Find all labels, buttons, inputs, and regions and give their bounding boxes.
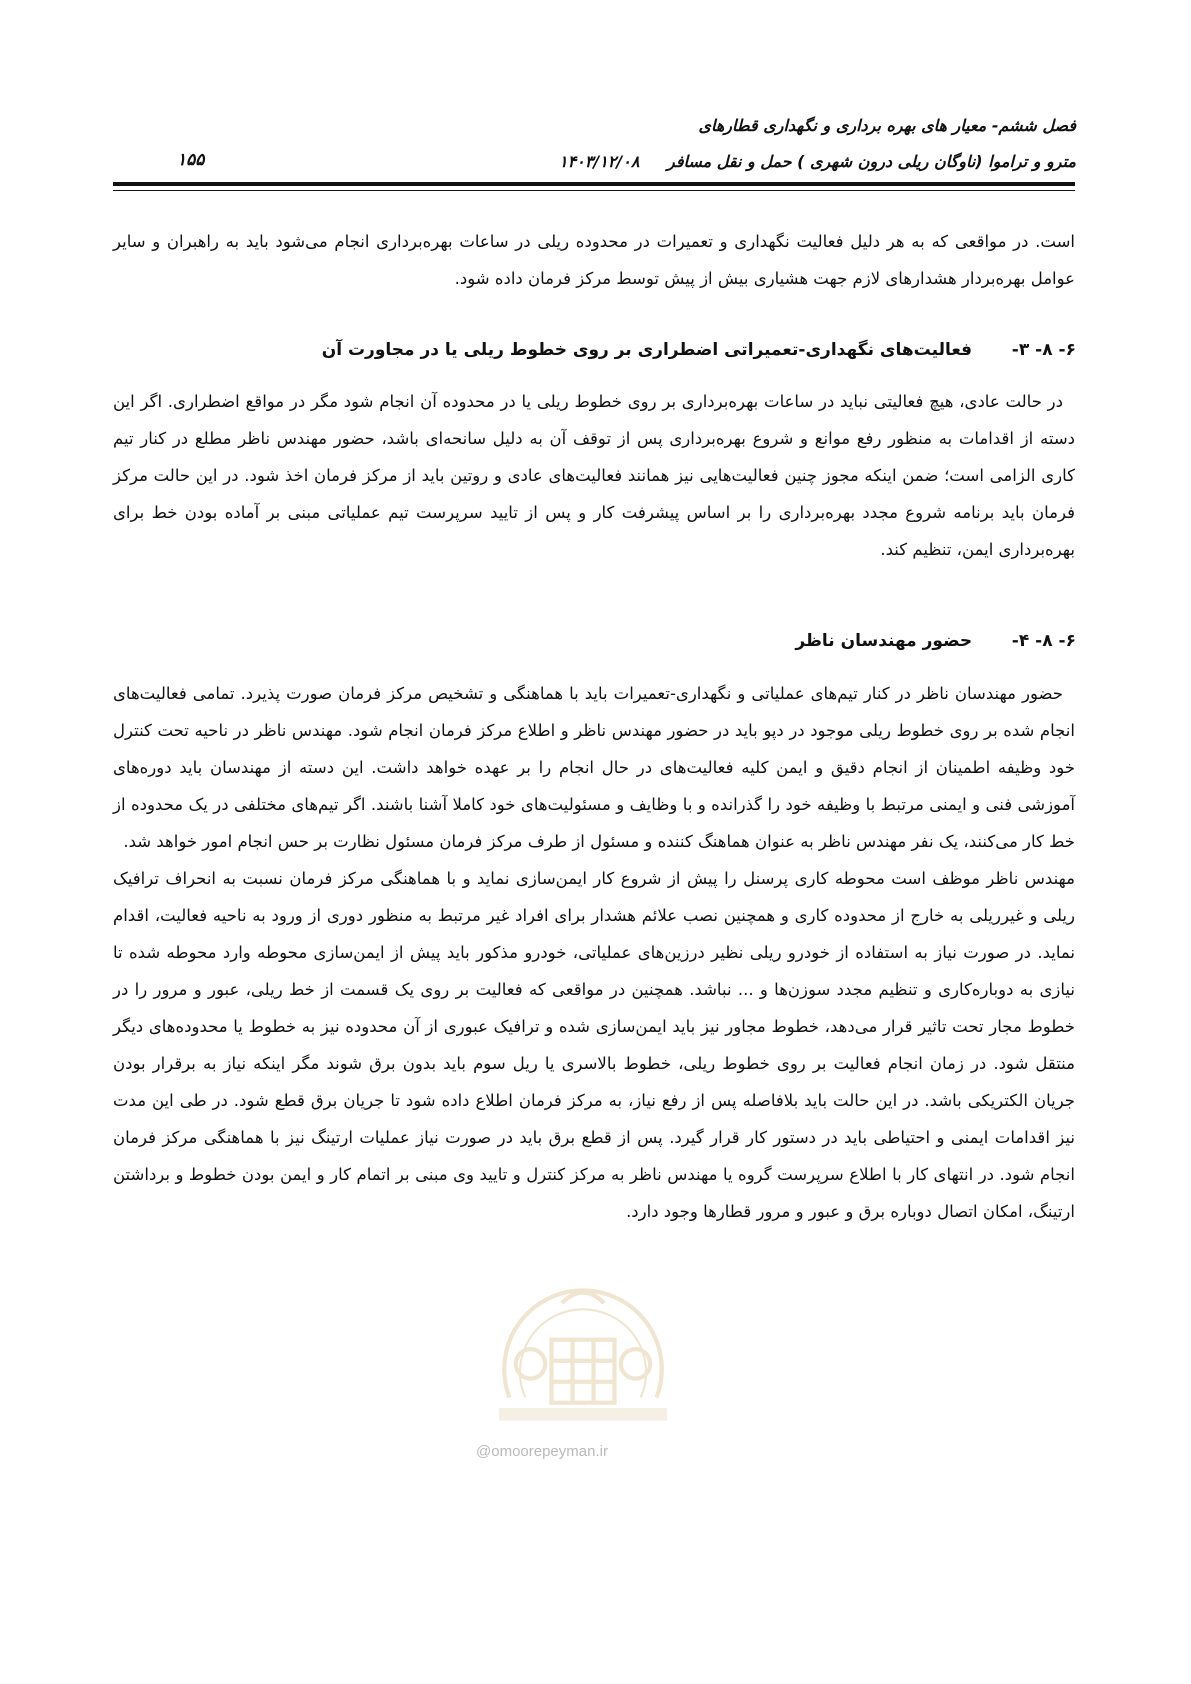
section-3-heading: [116, 340, 1076, 360]
header-divider-thick: [113, 182, 1075, 186]
chapter-title: فصل ششم- معیار های بهره برداری و نگهداری قطارهای: [698, 116, 1076, 135]
section-4-heading: [116, 631, 1076, 651]
section-3-number: ۶- ۸- ۳-: [1011, 340, 1076, 360]
section-4-title: حضور مهندسان ناظر: [795, 631, 973, 651]
section-4-body: [113, 675, 1075, 1230]
watermark-url: @omoorepeyman.ir: [476, 1443, 608, 1460]
page-number: ۱۵۵: [177, 150, 205, 170]
header-divider-thin: [113, 190, 1075, 191]
intro-paragraph-block: [113, 223, 1075, 297]
section-3-title: فعالیت‌های نگهداری-تعمیراتی اضطراری بر روی خطوط ریلی یا در مجاورت آن: [321, 340, 973, 360]
watermark-logo: [478, 1240, 688, 1450]
header-date: ۱۴۰۳/۱۲/۰۸: [558, 152, 640, 171]
section-4-paragraph-2: مهندس ناظر موظف است محوطه کاری پرسنل را پیش از شروع کار ایمن‌سازی نماید و با هماهنگی مرکز فرمان نسبت به انحراف ترافیک ریلی و غیرریلی به خارج از محدوده کاری و همچنین نصب علائم هشدار برای افراد غیر مرتبط به منظور دوری از ورود به ناحیه فعالیت، اقدام نماید. در صورت نیاز به استفاده از خودرو ریلی نظیر درزین‌های عملیاتی، خودرو مذکور باید پیش از ایمن‌سازی محوطه وارد محوطه شده تا نیازی به دوباره‌کاری و تنظیم مجدد سوزن‌ها و ... نباشد. همچنین در مواقعی که فعالیت بر روی یک قسمت از خط ریلی، عبور و مرور را در خطوط مجار تحت تاثیر قرار می‌دهد، خطوط مجاور نیز باید ایمن‌سازی شده و ترافیک عبوری از آن محدوده نیز به خطوط یا محدوده‌های دیگر منتقل شود. در زمان انجام فعالیت بر روی خطوط ریلی، خطوط بالاسری یا ریل سوم باید بدون برق شوند مگر اینکه نیاز به برقرار بودن جریان الکتریکی باشد. در این حالت باید بلافاصله پس از رفع نیاز، به مرکز فرمان اطلاع داده شود تا جریان برق قطع شود. در طی این مدت نیز اقدامات ایمنی و احتیاطی باید در دستور کار قرار گیرد. پس از قطع برق باید در صورت نیاز عملیات ارتینگ نیز با هماهنگی مرکز فرمان انجام شود. در انتهای کار با اطلاع سرپرست گروه یا مهندس ناظر به مرکز کنترل و تایید وی مبنی بر اتمام کار و ایمن بودن خطوط و برداشتن ارتینگ، امکان اتصال دوباره برق و عبور و مرور قطارها وجود دارد.: [113, 869, 1075, 1221]
section-4-paragraph-1: حضور مهندسان ناظر در کنار تیم‌های عملیاتی و نگهداری-تعمیرات باید با هماهنگی و تشخیص مرکز فرمان صورت پذیرد. تمامی فعالیت‌های انجام شده بر روی خطوط ریلی موجود در دپو باید در حضور مهندس ناظر و اطلاع مرکز فرمان انجام شود. مهندس ناظر در ناحیه تحت کنترل خود وظیفه اطمینان از انجام دقیق و ایمن کلیه فعالیت‌های در حال انجام را بر عهده خواهد داشت. این دسته از مهندسان باید دوره‌های آموزشی فنی و ایمنی مرتبط با وظیفه خود را گذرانده و با وظایف و مسئولیت‌های خود کاملا آشنا باشند. اگر تیم‌های مختلفی در یک محدوده از خط کار می‌کنند، یک نفر مهندس ناظر به عنوان هماهنگ کننده و مسئول از طرف مرکز فرمان مسئول نظارت بر حس انجام امور خواهد شد.: [113, 684, 1075, 851]
section-3-body: [113, 383, 1075, 568]
section-4-number: ۶- ۸- ۴-: [1011, 631, 1076, 651]
header-subtitle-row: [559, 152, 1076, 171]
section-3-paragraph: در حالت عادی، هیچ فعالیتی نباید در ساعات بهره‌برداری بر روی خطوط ریلی یا در محدوده آن انجام شود مگر در مواقع اضطراری. اگر این دسته از اقدامات به منظور رفع موانع و شروع بهره‌برداری پس از توقف آن به دلیل سانحه‌ای باشد، حضور مهندس ناظر مطلع در کنار تیم کاری الزامی است؛ ضمن اینکه مجوز چنین فعالیت‌هایی نیز همانند فعالیت‌های عادی و روتین باید از مرکز فرمان اخذ شود. در این حالت مرکز فرمان باید برنامه شروع مجدد بهره‌برداری را بر اساس پیشرفت کار و پس از تایید سرپرست تیم عملیاتی مبنی بر آماده بودن خط برای بهره‌برداری ایمن، تنظیم کند.: [113, 392, 1075, 559]
intro-paragraph: است. در مواقعی که به هر دلیل فعالیت نگهداری و تعمیرات در محدوده ریلی در ساعات بهره‌برداری انجام می‌شود باید به راهبران و سایر عوامل بهره‌بردار هشدارهای لازم جهت هشیاری بیش از پیش توسط مرکز فرمان داده شود.: [113, 232, 1075, 288]
header-subtitle: مترو و تراموا (ناوگان ریلی درون شهری ) حمل و نقل مسافر: [667, 152, 1076, 171]
